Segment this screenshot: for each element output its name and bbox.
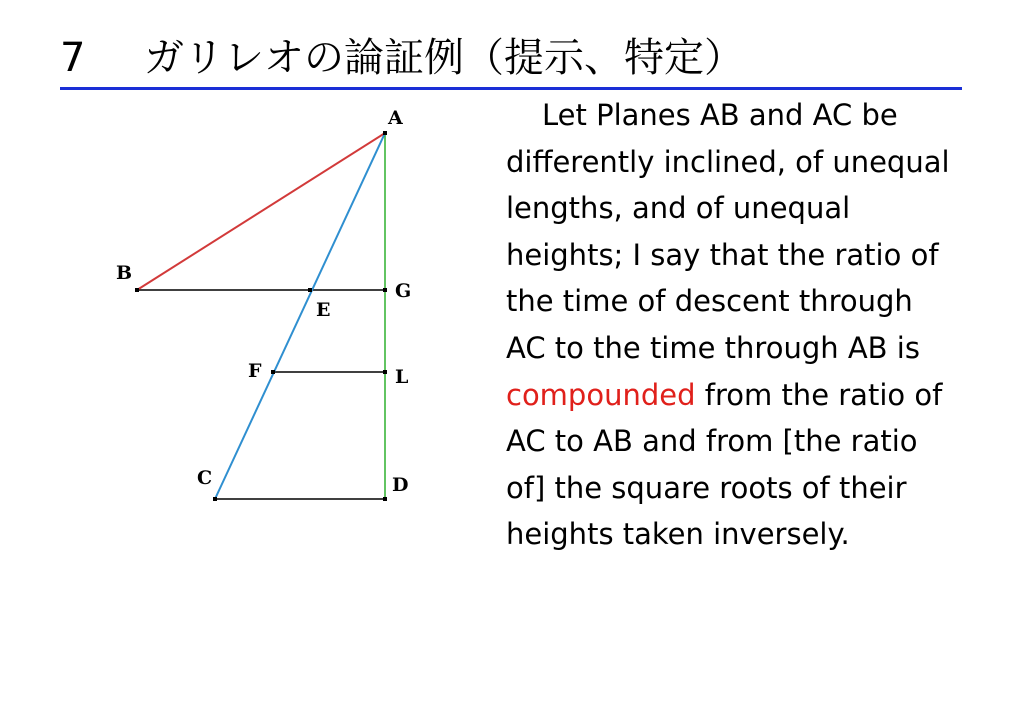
slide-number: 7 xyxy=(60,35,86,81)
text-line-10: heights taken inversely. xyxy=(506,517,850,552)
slide-title xyxy=(60,32,744,84)
point-C xyxy=(213,497,217,501)
text-line-7-rest: from the ratio of xyxy=(695,377,943,412)
point-L xyxy=(383,370,387,374)
text-line-5: the time of descent through xyxy=(506,284,913,319)
point-F xyxy=(271,370,275,374)
point-G xyxy=(383,288,387,292)
label-D: D xyxy=(392,474,409,496)
text-line-7 xyxy=(506,372,976,419)
point-E xyxy=(308,288,312,292)
point-A xyxy=(383,131,387,135)
label-L: L xyxy=(395,366,409,388)
title-underline xyxy=(60,87,962,90)
proposition-text xyxy=(506,92,976,558)
point-D xyxy=(383,497,387,501)
inclined-planes-diagram xyxy=(100,100,430,520)
text-line-9: of] the square roots of their xyxy=(506,470,907,505)
label-F: F xyxy=(248,360,262,382)
highlight-compounded: compounded xyxy=(506,377,696,412)
label-C: C xyxy=(197,467,213,489)
label-E: E xyxy=(316,299,331,321)
text-line-6: AC to the time through AB is xyxy=(506,330,920,365)
text-line-1: Let Planes AB and AC be xyxy=(542,98,898,132)
label-B: B xyxy=(116,262,133,284)
text-line-8: AC to AB and from [the ratio xyxy=(506,424,918,459)
label-A: A xyxy=(388,107,403,129)
label-G: G xyxy=(395,280,412,302)
point-B xyxy=(135,288,139,292)
text-line-2: differently inclined, of unequal xyxy=(506,144,950,179)
text-line-3: lengths, and of unequal xyxy=(506,191,851,226)
text-line-4: heights; I say that the ratio of xyxy=(506,237,939,272)
slide-title-text: ガリレオの論証例（提示、特定） xyxy=(144,35,744,81)
